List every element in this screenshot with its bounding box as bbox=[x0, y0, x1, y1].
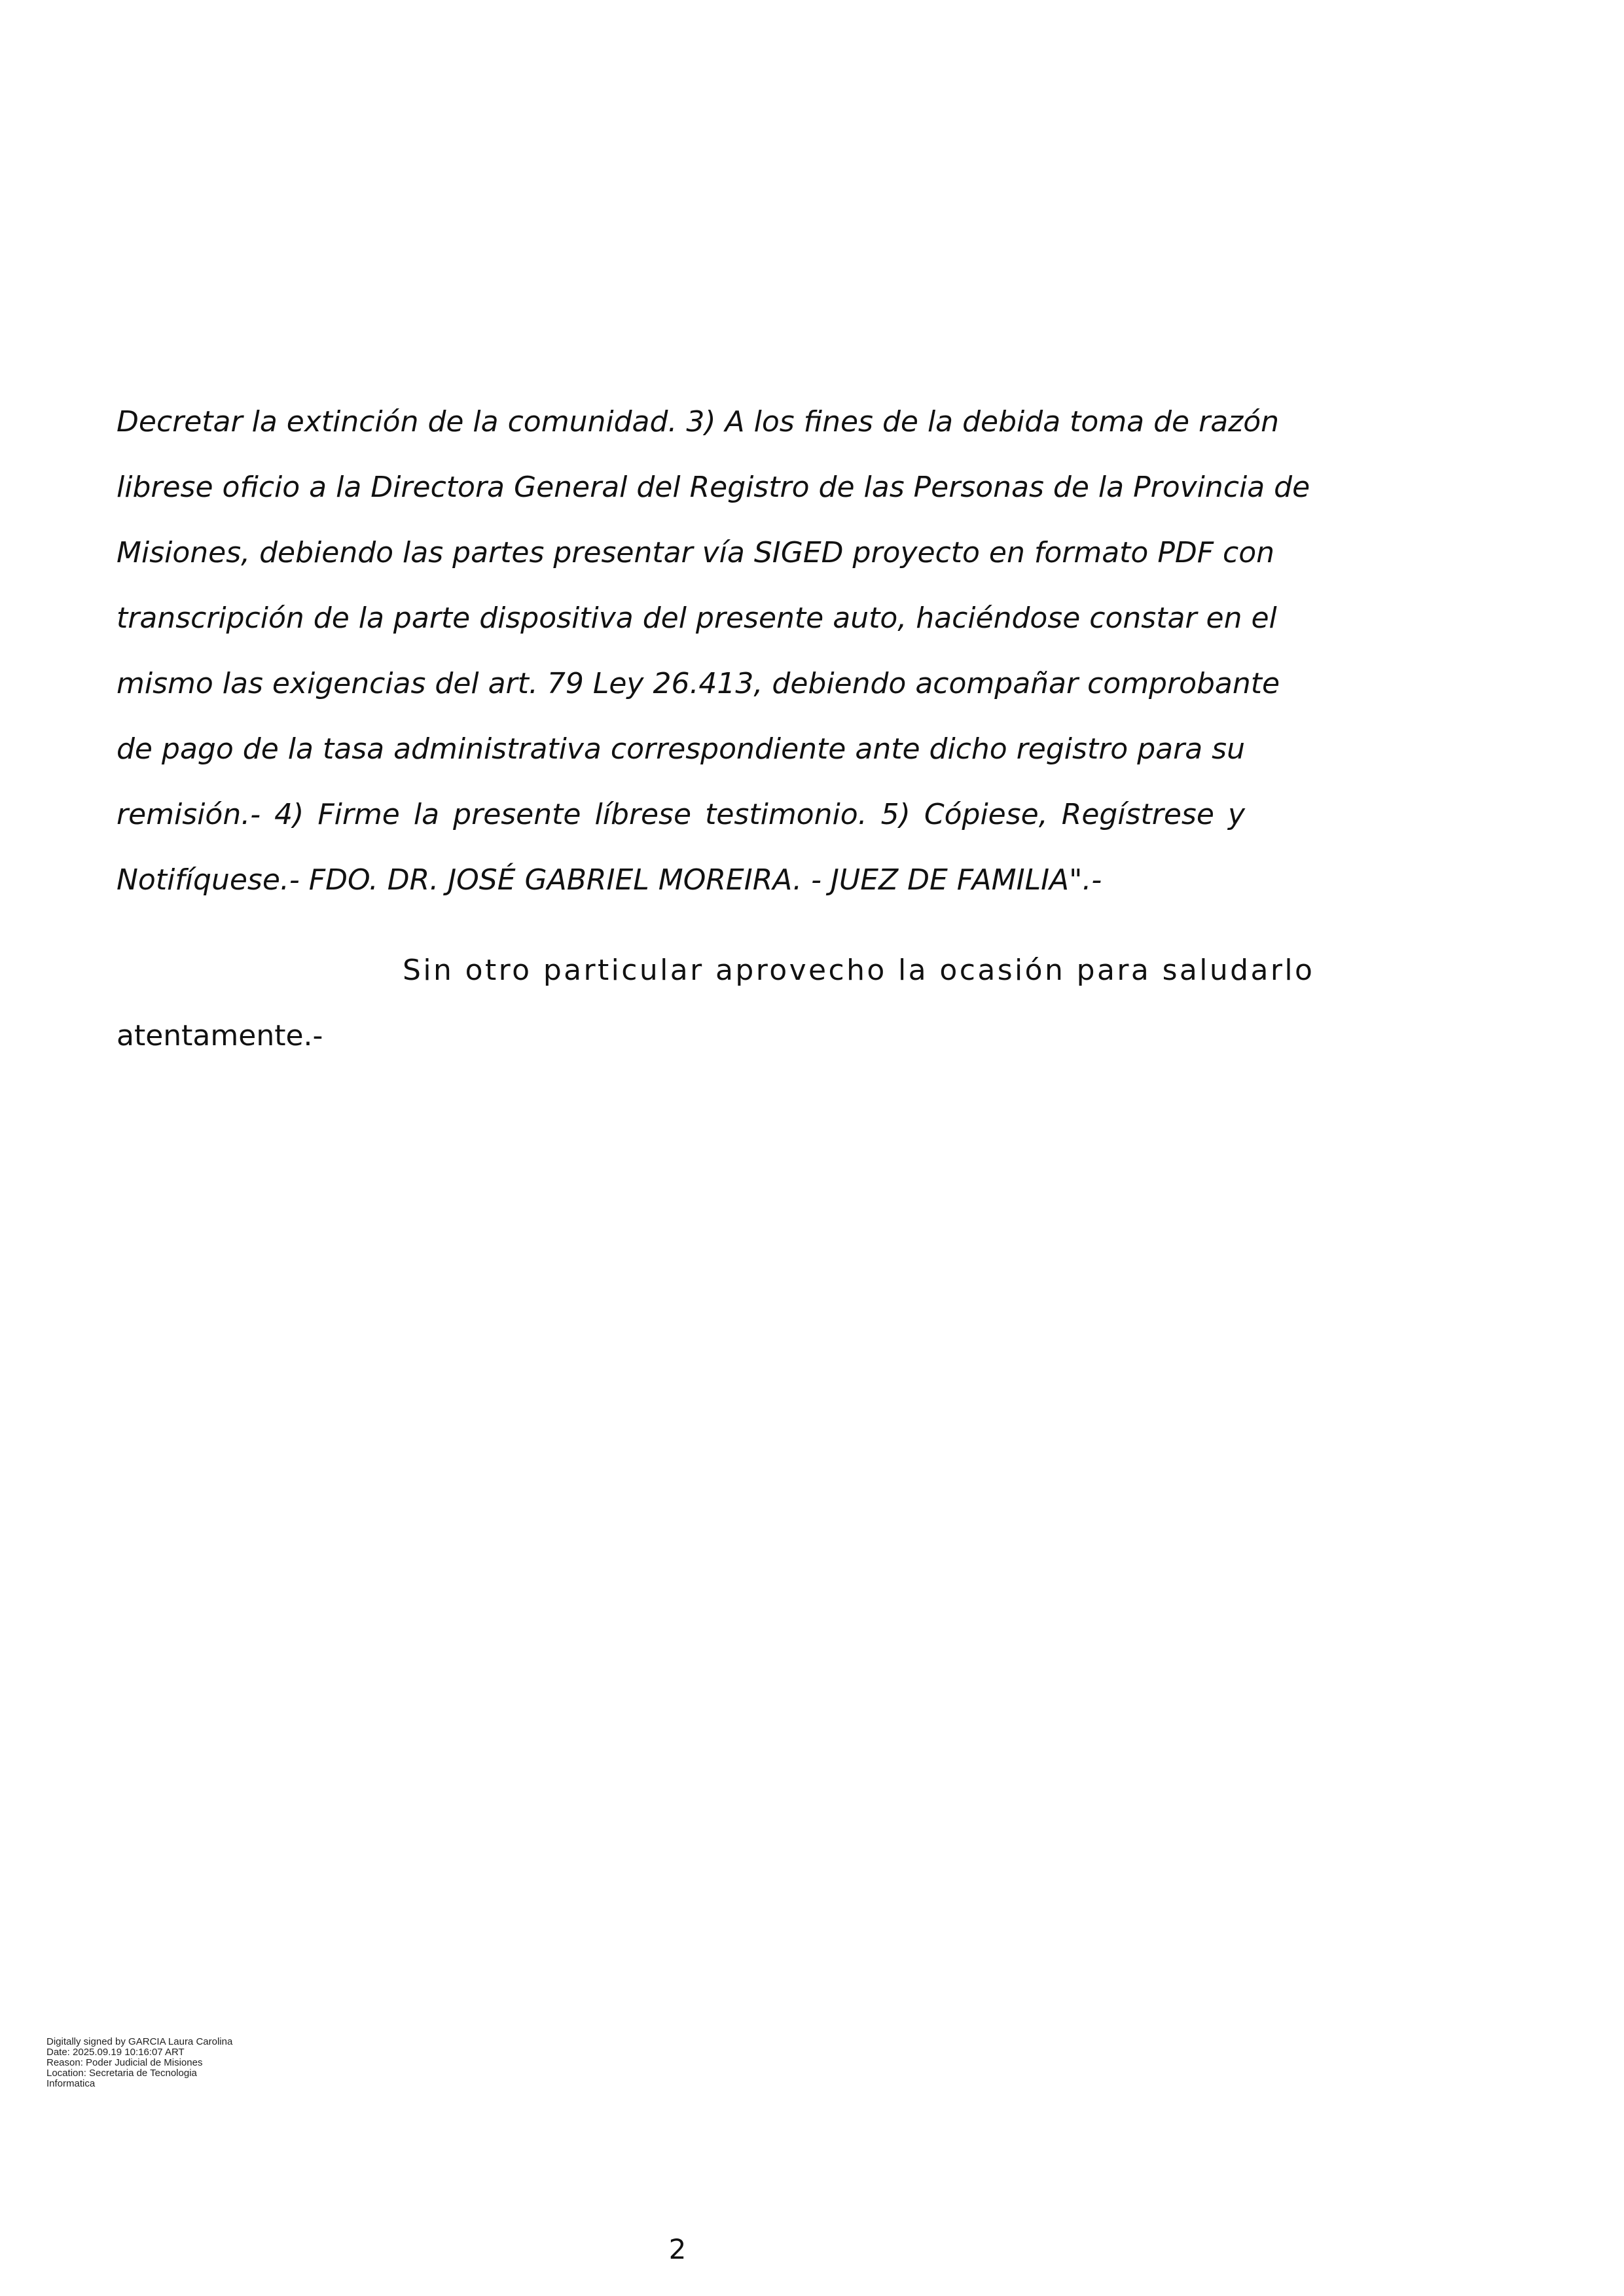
closing-line: atentamente.- bbox=[117, 1019, 323, 1052]
quoted-resolution-paragraph bbox=[117, 389, 1310, 913]
closing-line: Sin otro particular aprovecho la ocasión para saludarlo bbox=[403, 954, 1315, 987]
digital-signature-stamp bbox=[46, 2037, 232, 2089]
document-body bbox=[117, 389, 1315, 1069]
signature-line: Digitally signed by GARCIA Laura Carolina bbox=[46, 2036, 233, 2047]
signature-line: Reason: Poder Judicial de Misiones bbox=[46, 2057, 203, 2068]
page-number: 2 bbox=[668, 2233, 687, 2265]
paragraph-line: Notifíquese.- FDO. DR. JOSÉ GABRIEL MOREIRA. - JUEZ DE FAMILIA".- bbox=[117, 863, 1102, 897]
signature-line: Location: Secretaria de Tecnologia bbox=[46, 2068, 197, 2079]
paragraph-line: Decretar la extinción de la comunidad. 3) A los fines de la debida toma de razón bbox=[117, 405, 1280, 439]
paragraph-line: mismo las exigencias del art. 79 Ley 26.413, debiendo acompañar comprobante bbox=[117, 667, 1280, 700]
paragraph-line: Misiones, debiendo las partes presentar vía SIGED proyecto en formato PDF con bbox=[117, 536, 1275, 569]
signature-line: Informatica bbox=[46, 2078, 96, 2089]
closing-paragraph bbox=[117, 938, 1315, 1069]
paragraph-line: de pago de la tasa administrativa correspondiente ante dicho registro para su bbox=[117, 732, 1245, 766]
paragraph-line: transcripción de la parte dispositiva del presente auto, haciéndose constar en el bbox=[117, 601, 1277, 635]
paragraph-line: remisión.- 4) Firme la presente líbrese testimonio. 5) Cópiese, Regístrese y bbox=[117, 798, 1245, 831]
paragraph-line: librese oficio a la Directora General del Registro de las Personas de la Provincia de bbox=[117, 471, 1310, 504]
signature-line: Date: 2025.09.19 10:16:07 ART bbox=[46, 2047, 185, 2058]
